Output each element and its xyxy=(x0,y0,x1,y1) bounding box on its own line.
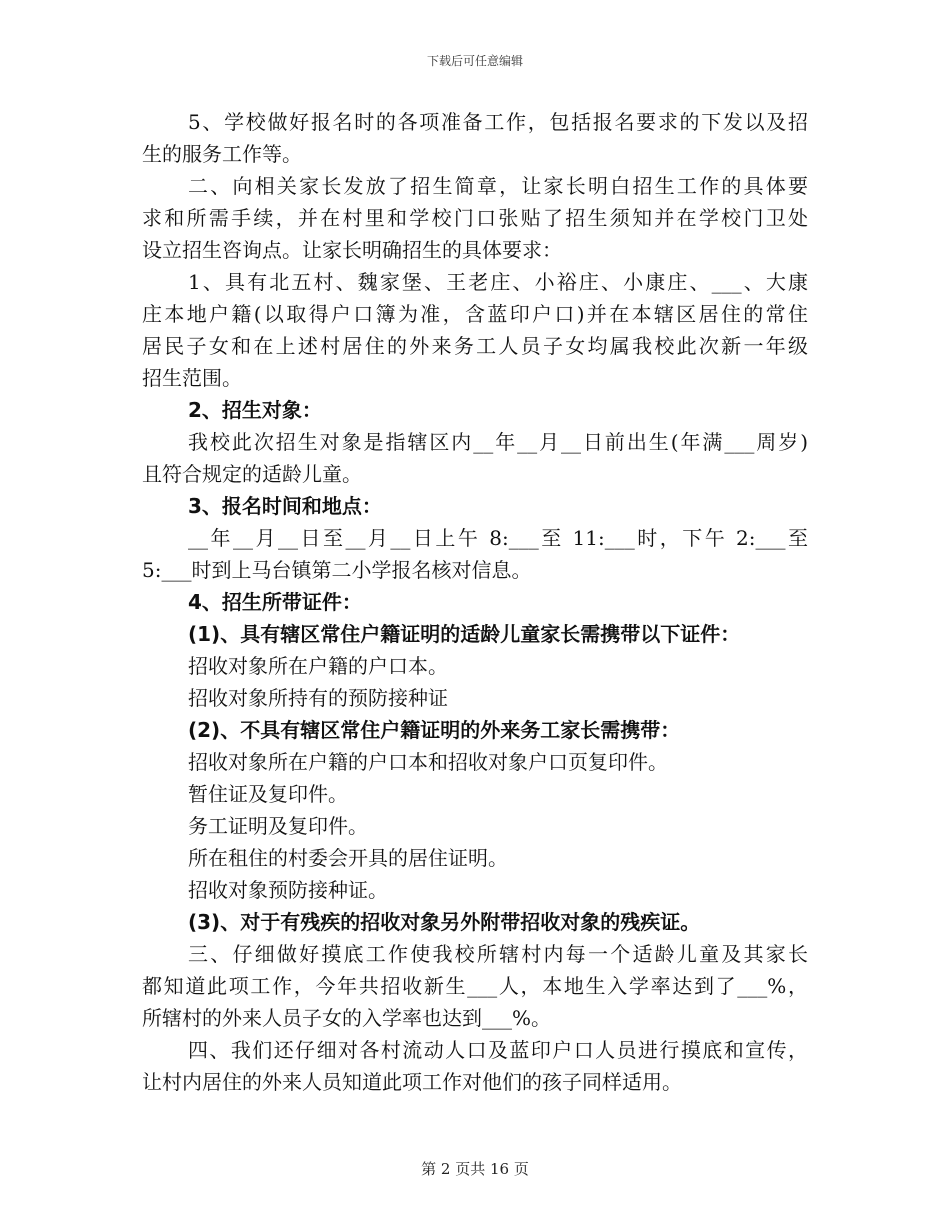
paragraph-line: 所辖村的外来人员子女的入学率也达到___%。 xyxy=(142,1006,552,1030)
list-item: 招收对象预防接种证。 xyxy=(188,878,388,902)
list-item: 招收对象所持有的预防接种证 xyxy=(188,686,448,710)
list-item: 招收对象所在户籍的户口本和招收对象户口页复印件。 xyxy=(188,750,668,774)
paragraph-line: __年__月__日至__月__日上午 8:___至 11:___时，下午 2:___至 xyxy=(188,526,808,550)
list-item: 务工证明及复印件。 xyxy=(188,814,368,838)
paragraph-line: 5、学校做好报名时的各项准备工作，包括报名要求的下发以及招 xyxy=(188,110,808,134)
paragraph-line: 让村内居住的外来人员知道此项工作对他们的孩子同样适用。 xyxy=(142,1070,682,1094)
paragraph-line: 我校此次招生对象是指辖区内__年__月__日前出生(年满___周岁) xyxy=(188,430,808,454)
section-heading: 4、招生所带证件： xyxy=(188,590,362,614)
subsection-heading: (2)、不具有辖区常住户籍证明的外来务工家长需携带： xyxy=(188,718,681,742)
paragraph-line: 都知道此项工作，今年共招收新生___人，本地生入学率达到了___%， xyxy=(142,974,808,998)
paragraph-line: 求和所需手续，并在村里和学校门口张贴了招生须知并在学校门卫处 xyxy=(142,206,808,230)
section-heading: 3、报名时间和地点： xyxy=(188,494,382,518)
document-body xyxy=(142,106,808,1098)
list-item: 所在租住的村委会开具的居住证明。 xyxy=(188,846,508,870)
paragraph-line: 且符合规定的适龄儿童。 xyxy=(142,462,362,486)
paragraph-line: 二、向相关家长发放了招生简章，让家长明白招生工作的具体要 xyxy=(188,174,808,198)
paragraph-line: 四、我们还仔细对各村流动人口及蓝印户口人员进行摸底和宣传， xyxy=(188,1038,808,1062)
page-header: 下载后可任意编辑 xyxy=(426,54,523,68)
subsection-heading: (1)、具有辖区常住户籍证明的适龄儿童家长需携带以下证件： xyxy=(188,622,741,646)
paragraph-line: 生的服务工作等。 xyxy=(142,142,302,166)
paragraph-line: 招生范围。 xyxy=(142,366,242,390)
list-item: 招收对象所在户籍的户口本。 xyxy=(188,654,448,678)
page-footer: 第 2 页共 16 页 xyxy=(421,1160,529,1178)
paragraph-line: 设立招生咨询点。让家长明确招生的具体要求： xyxy=(142,238,562,262)
subsection-heading: (3)、对于有残疾的招收对象另外附带招收对象的残疾证。 xyxy=(188,910,701,934)
paragraph-line: 庄本地户籍(以取得户口簿为准，含蓝印户口)并在本辖区居住的常住 xyxy=(142,302,808,326)
paragraph-line: 5:___时到上马台镇第二小学报名核对信息。 xyxy=(142,558,532,582)
list-item: 暂住证及复印件。 xyxy=(188,782,348,806)
section-heading: 2、招生对象： xyxy=(188,398,322,422)
paragraph-line: 1、具有北五村、魏家堡、王老庄、小裕庄、小康庄、___、大康 xyxy=(188,270,808,294)
paragraph-line: 居民子女和在上述村居住的外来务工人员子女均属我校此次新一年级 xyxy=(142,334,808,358)
paragraph-line: 三、仔细做好摸底工作使我校所辖村内每一个适龄儿童及其家长 xyxy=(188,942,808,966)
